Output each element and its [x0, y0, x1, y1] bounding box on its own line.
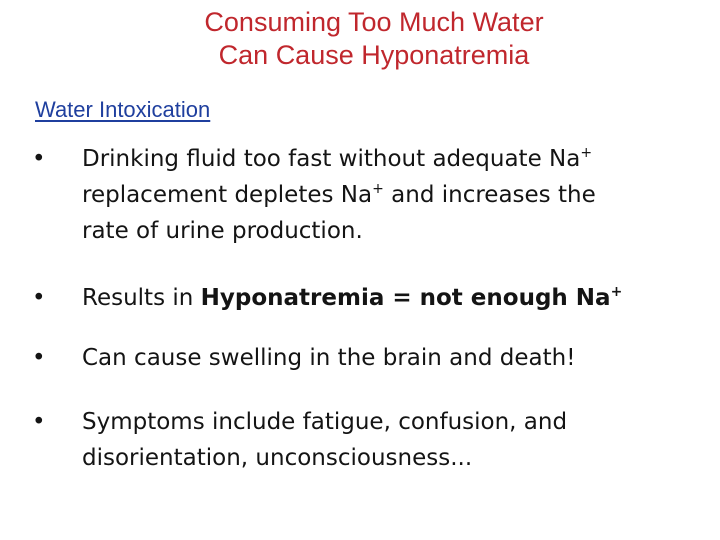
- superscript: +: [610, 284, 623, 300]
- superscript: +: [372, 181, 384, 197]
- slide-title-line-1: Consuming Too Much Water: [204, 7, 544, 37]
- bullet-text: [82, 404, 712, 476]
- bullet-marker: •: [32, 345, 46, 371]
- bullet-line: [82, 141, 712, 177]
- slide-title-line-2: Can Cause Hyponatremia: [218, 40, 530, 70]
- bullet-line-text: Results in: [82, 285, 201, 311]
- bullet-line-text: rate of urine production.: [82, 218, 363, 244]
- bullet-line: disorientation, unconsciousness...: [82, 445, 473, 471]
- bullet-line: [82, 213, 712, 249]
- bullet-text: [82, 280, 712, 316]
- bullet-line-text: Drinking fluid too fast without adequate Na: [82, 146, 581, 172]
- superscript: +: [580, 145, 593, 161]
- bullet-line: [82, 280, 712, 316]
- slide-title: [0, 6, 720, 72]
- section-heading: Water Intoxication: [35, 97, 211, 122]
- bullet-text: [82, 340, 712, 376]
- bullet-line: [82, 177, 712, 213]
- bullet-marker: •: [32, 146, 46, 172]
- bullet-line-text: replacement depletes Na: [82, 182, 373, 208]
- bullet-line: Can cause swelling in the brain and death!: [82, 345, 576, 371]
- bullet-line-text: and increases the: [383, 182, 596, 208]
- bullet-bold-text: Hyponatremia = not enough Na: [200, 285, 611, 311]
- bullet-marker: •: [32, 409, 46, 435]
- bullet-line: Symptoms include fatigue, confusion, and: [82, 409, 568, 435]
- bullet-text: [82, 141, 712, 249]
- bullet-marker: •: [32, 285, 46, 311]
